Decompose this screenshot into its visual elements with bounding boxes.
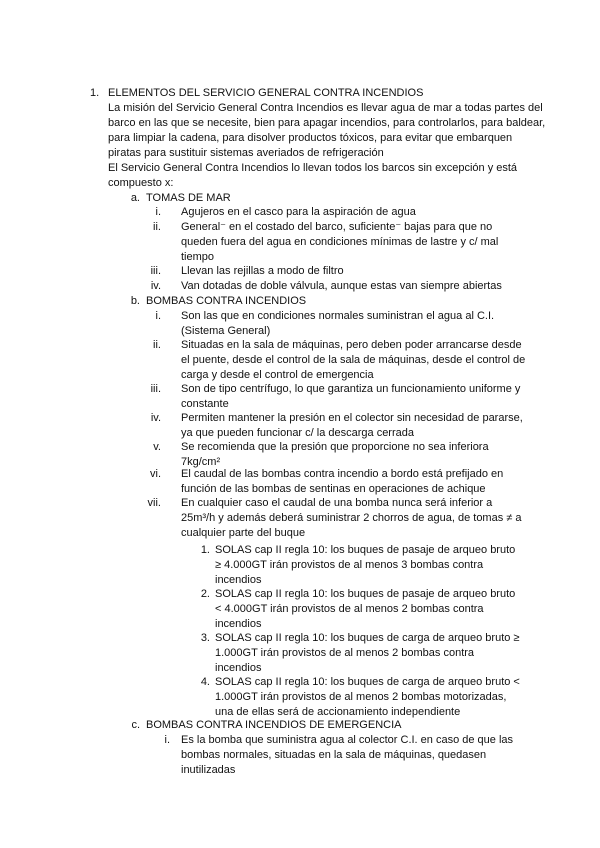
intro-paragraph: El Servicio General Contra Incendios lo llevan todos los barcos sin excepción y está compuesto x: bbox=[108, 161, 518, 189]
section-title: BOMBAS CONTRA INCENDIOS bbox=[146, 295, 307, 307]
heading-title: ELEMENTOS DEL SERVICIO GENERAL CONTRA INCENDIOS bbox=[108, 87, 424, 99]
item-marker: 2. bbox=[200, 588, 210, 600]
item-text: Son las que en condiciones normales suministran el agua al C.I. (Sistema General) bbox=[181, 310, 495, 337]
item-marker: v. bbox=[153, 441, 161, 453]
item-text: Permiten mantener la presión en el colector sin necesidad de pararse, ya que pueden funcionar c/ la descarga cerrada bbox=[181, 412, 523, 439]
item-text: Llevan las rejillas a modo de filtro bbox=[181, 265, 344, 277]
item-text: SOLAS cap II regla 10: los buques de pasaje de arqueo bruto < 4.000GT irán provistos de al menos 2 bombas contra incendios bbox=[215, 588, 516, 630]
item-text: SOLAS cap II regla 10: los buques de carga de arqueo bruto ≥ 1.000GT irán provistos de al menos 2 bombas contra incendios bbox=[215, 632, 520, 674]
item-text: General⁻ en el costado del barco, suficiente⁻ bajas para que no queden fuera del agua en condiciones mínimas de lastre y c/ mal tiempo bbox=[181, 221, 499, 263]
item-marker: iii. bbox=[150, 265, 161, 277]
intro-text bbox=[108, 101, 548, 190]
item-text: Se recomienda que la presión que proporcione no sea inferiora 7kg/cm² bbox=[181, 441, 489, 468]
section-title: BOMBAS CONTRA INCENDIOS DE EMERGENCIA bbox=[146, 719, 402, 731]
item-marker: vii. bbox=[147, 497, 161, 509]
item-marker: vi. bbox=[150, 468, 161, 480]
item-text: Es la bomba que suministra agua al colector C.I. en caso de que las bombas normales, situadas en la sala de máquinas, quedasen inutilizadas bbox=[181, 734, 514, 776]
item-text: SOLAS cap II regla 10: los buques de carga de arqueo bruto < 1.000GT irán provistos de al menos 2 bombas motorizadas, una de ellas será de accionamiento independiente bbox=[215, 676, 520, 718]
item-text: Van dotadas de doble válvula, aunque estas van siempre abiertas bbox=[181, 280, 502, 292]
heading-number: 1. bbox=[90, 87, 100, 99]
item-marker: 1. bbox=[200, 544, 210, 556]
item-text: Situadas en la sala de máquinas, pero deben poder arrancarse desde el puente, desde el control de la sala de máquinas, desde el control de carga y desde el control de emergencia bbox=[181, 339, 526, 381]
item-text: SOLAS cap II regla 10: los buques de pasaje de arqueo bruto ≥ 4.000GT irán provistos de al menos 3 bombas contra incendios bbox=[215, 544, 516, 586]
item-text: El caudal de las bombas contra incendio a bordo está prefijado en función de las bombas de sentinas en operaciones de achique bbox=[181, 468, 504, 495]
section-marker: b. bbox=[130, 295, 140, 307]
item-marker: ii. bbox=[153, 339, 161, 351]
item-marker: i. bbox=[155, 206, 161, 218]
section-marker: c. bbox=[131, 719, 140, 731]
item-marker: i. bbox=[164, 734, 170, 746]
item-text: Agujeros en el casco para la aspiración de agua bbox=[181, 206, 416, 218]
item-marker: 4. bbox=[200, 676, 210, 688]
item-marker: iv. bbox=[150, 280, 161, 292]
item-marker: iv. bbox=[150, 412, 161, 424]
item-text: Son de tipo centrífugo, lo que garantiza un funcionamiento uniforme y constante bbox=[181, 383, 521, 410]
item-marker: i. bbox=[155, 310, 161, 322]
section-marker: a. bbox=[130, 192, 140, 204]
intro-paragraph: La misión del Servicio General Contra Incendios es llevar agua de mar a todas partes del barco en las que se necesite, bien para apagar incendios, para controlarlos, para baldear, para limpiar la cadena, para disolver productos tóxicos, para evitar que embarquen piratas para sustituir sistemas averiados de refrigeración bbox=[108, 102, 546, 159]
item-marker: 3. bbox=[200, 632, 210, 644]
section-title: TOMAS DE MAR bbox=[146, 192, 231, 204]
item-text: En cualquier caso el caudal de una bomba nunca será inferior a 25m³/h y además deberá suministrar 2 chorros de agua, de tomas ≠ a cualquier parte del buque bbox=[181, 497, 522, 539]
item-marker: ii. bbox=[153, 221, 161, 233]
item-marker: iii. bbox=[150, 383, 161, 395]
